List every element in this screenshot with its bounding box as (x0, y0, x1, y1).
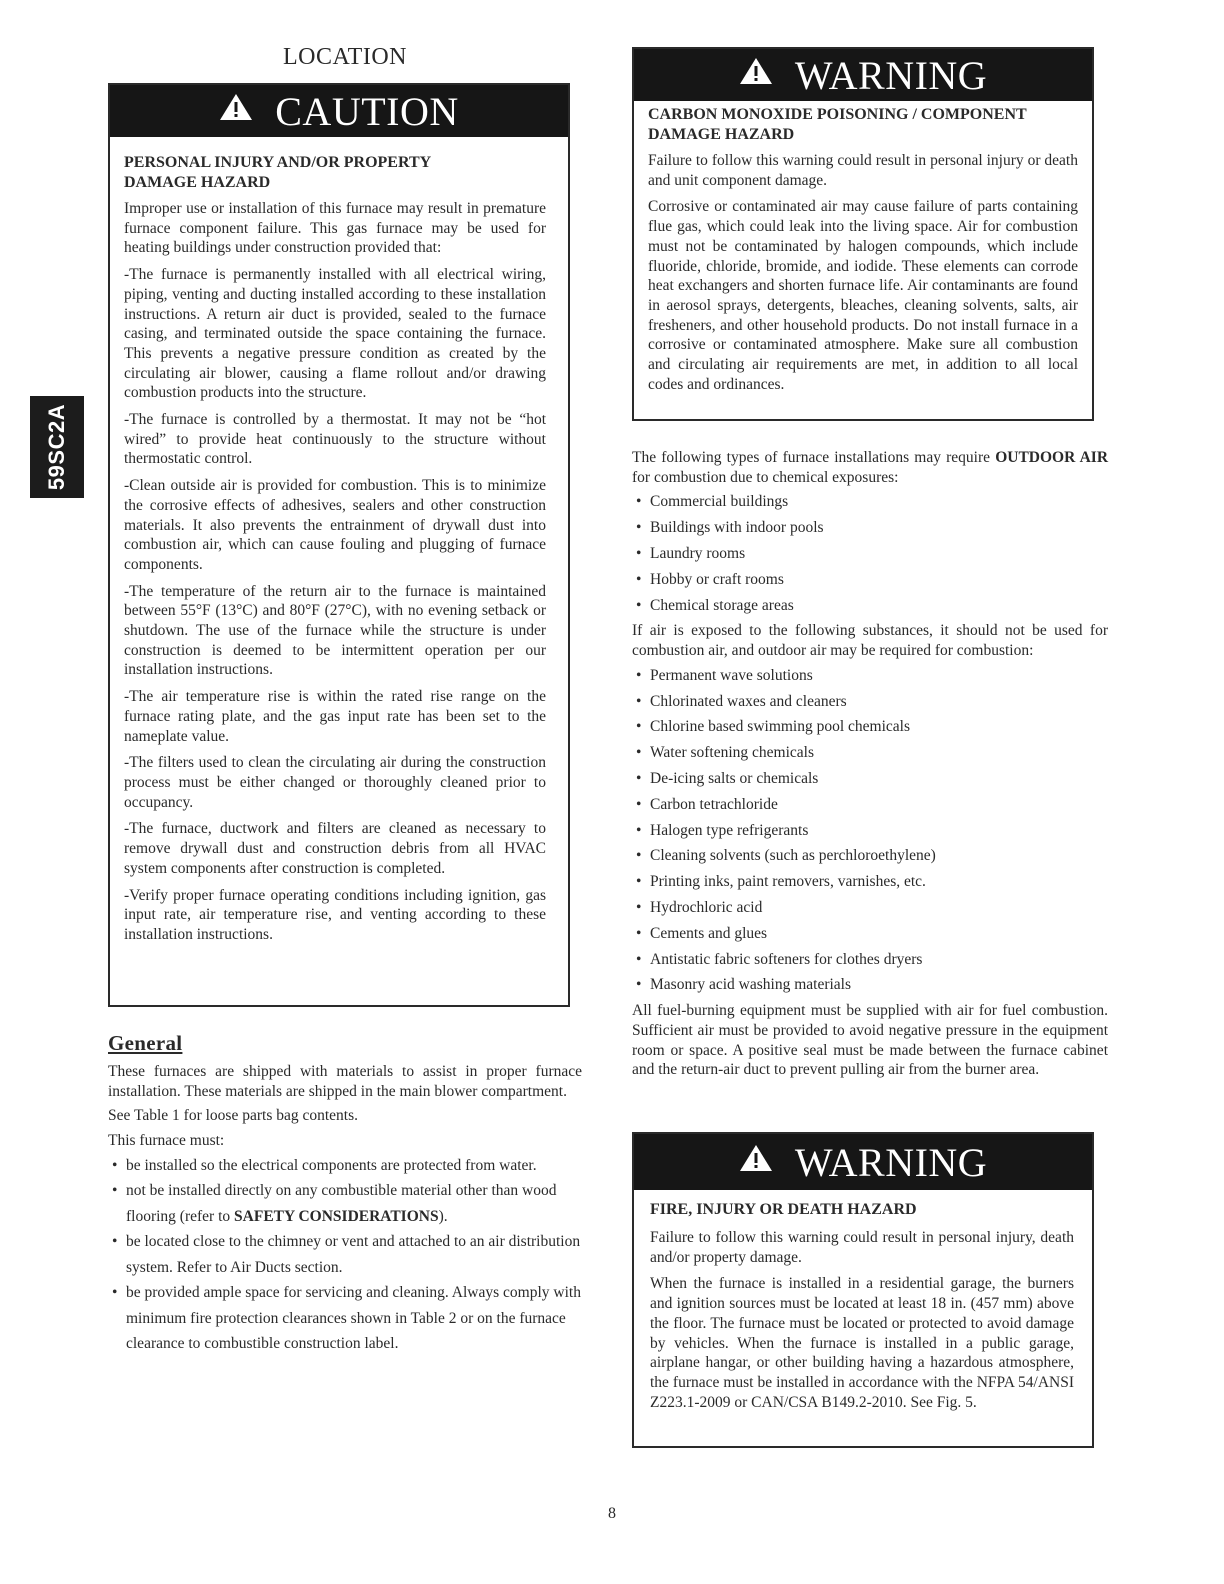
caution-hazard-title: PERSONAL INJURY AND/OR PROPERTY DAMAGE HAZARD (124, 154, 431, 191)
caution-paragraph: -The furnace is permanently installed with all electrical wiring, piping, venting and ducting installed according to these installation instructions. A return air duct is provided, sealed to the furnace casing, and terminated outside the space containing the furnace. This prevents a negative pressure condition as created by the circulating air blower, causing a flame rollout and/or drawing combustion products into the structure. (124, 266, 546, 402)
caution-paragraph: -The furnace is controlled by a thermostat. It may not be “hot wired” to provide heat continuously to the structure without thermostatic control. (124, 411, 546, 468)
general-paragraph: This furnace must: (108, 1132, 225, 1150)
installation-types-list (632, 489, 1108, 618)
caution-paragraph: -Clean outside air is provided for combustion. This is to minimize the corrosive effects of adhesives, sealers and other construction materials. It also prevents the entrainment of drywall dust into combustion air, which can cause fouling and plugging of furnace components. (124, 477, 546, 573)
list-item: • Halogen type refrigerants (632, 818, 1108, 844)
list-item: • Chlorinated waxes and cleaners (632, 689, 1108, 715)
warning-header-label: WARNING (794, 1139, 988, 1185)
list-item: • Carbon tetrachloride (632, 792, 1108, 818)
list-item: • Chemical storage areas (632, 593, 1108, 619)
side-tab (30, 396, 84, 498)
list-item (108, 1178, 582, 1229)
outdoor-air-intro (632, 448, 1108, 487)
location-title: LOCATION (283, 44, 407, 70)
general-section (108, 1062, 582, 1357)
caution-paragraph: -The furnace, ductwork and filters are cleaned as necessary to remove drywall dust and construction debris from all HVAC system components after construction is completed. (124, 820, 546, 877)
page-number: 8 (608, 1505, 616, 1522)
general-paragraph: See Table 1 for loose parts bag contents. (108, 1107, 359, 1125)
fuel-burning-paragraph: All fuel-burning equipment must be supplied with air for fuel combustion. Sufficient air must be provided to avoid negative pressure in the equipment room or space. A positive seal must be made between the furnace cabinet and the return-air duct to prevent pulling air from the burner area. (632, 1002, 1108, 1079)
list-item: • Antistatic fabric softeners for clothes dryers (632, 947, 1108, 973)
warning-paragraph: Corrosive or contaminated air may cause failure of parts containing flue gas, which could leak into the living space. Air for combustion must not be contaminated by halogen compounds, which include fluoride, chloride, bromide, and iodide. These elements can corrode heat exchangers and shorten furnace life. Air contaminants are found in aerosol sprays, detergents, bleaches, cleaning solvents, salts, air fresheners, and other household products. Do not install furnace in a corrosive or contaminated atmosphere. Make sure all combustion and circulating air requirements are met, in addition to all local codes and ordinances. (648, 198, 1078, 393)
warning-triangle-icon (219, 84, 253, 131)
caution-paragraph: Improper use or installation of this furnace may result in premature furnace component failure. This gas furnace may be used for heating buildings under construction provided that: (124, 200, 546, 257)
caution-header (110, 85, 568, 137)
caution-header-label: CAUTION (275, 88, 459, 134)
list-item: • Cleaning solvents (such as perchloroethylene) (632, 843, 1108, 869)
list-item: • Cements and glues (632, 921, 1108, 947)
list-item: • Commercial buildings (632, 489, 1108, 515)
warning-hazard-title: CARBON MONOXIDE POISONING / COMPONENT DAMAGE HAZARD (648, 106, 1027, 143)
caution-paragraph: -The filters used to clean the circulating air during the construction process must be either changed or thoroughly cleaned prior to occupancy. (124, 754, 546, 811)
warning-box-fire (632, 1132, 1094, 1448)
list-item: • Water softening chemicals (632, 740, 1108, 766)
list-item: • Buildings with indoor pools (632, 515, 1108, 541)
warning-header (634, 49, 1092, 101)
general-heading: General (108, 1031, 183, 1055)
list-item: • De-icing salts or chemicals (632, 766, 1108, 792)
list-item: • Permanent wave solutions (632, 663, 1108, 689)
warning-triangle-icon (739, 1135, 773, 1182)
list-item: • Masonry acid washing materials (632, 972, 1108, 998)
combustion-air-section (632, 448, 1108, 1087)
list-item: • be installed so the electrical components are protected from water. (108, 1153, 582, 1179)
list-item: • Hydrochloric acid (632, 895, 1108, 921)
list-item-text: not be installed directly on any combustible material other than wood flooring (refer to SAFETY CONSIDERATIONS). (126, 1182, 557, 1225)
list-item: • be provided ample space for servicing and cleaning. Always comply with minimum fire protection clearances shown in Table 2 or on the furnace clearance to combustible construction label. (108, 1280, 582, 1357)
furnace-requirements-list (108, 1153, 582, 1357)
list-item: • be located close to the chimney or vent and attached to an air distribution system. Refer to Air Ducts section. (108, 1229, 582, 1280)
warning-box-co (632, 47, 1094, 421)
safety-considerations-emphasis: SAFETY CONSIDERATIONS (234, 1207, 439, 1225)
warning-hazard-title: FIRE, INJURY OR DEATH HAZARD (650, 1201, 917, 1218)
list-item: • Hobby or craft rooms (632, 567, 1108, 593)
general-paragraph: These furnaces are shipped with materials to assist in proper furnace installation. These materials are shipped in the main blower compartment. (108, 1063, 582, 1100)
caution-paragraph: -The temperature of the return air to the furnace is maintained between 55°F (13°C) and 80°F (27°C), with no evening setback or shutdown. The use of the furnace while the structure is under construction is deemed to be intermittent operation per our installation instructions. (124, 582, 546, 679)
warning-paragraph: Failure to follow this warning could result in personal injury or death and unit component damage. (648, 152, 1078, 189)
list-item: • Printing inks, paint removers, varnishes, etc. (632, 869, 1108, 895)
caution-paragraph: -Verify proper furnace operating conditions including ignition, gas input rate, air temperature rise, and venting according to these installation instructions. (124, 886, 546, 943)
warning-triangle-icon (739, 48, 773, 95)
warning-header-label: WARNING (794, 52, 988, 98)
warning-header (634, 1134, 1092, 1190)
side-tab-label: 59SC2A (44, 403, 69, 491)
caution-paragraph: -The air temperature rise is within the rated rise range on the furnace rating plate, and the gas input rate has been set to the nameplate value. (124, 688, 546, 745)
list-item: • Laundry rooms (632, 541, 1108, 567)
caution-box (108, 83, 570, 1007)
warning-paragraph: Failure to follow this warning could result in personal injury, death and/or property damage. (650, 1229, 1074, 1266)
list-item: • Chlorine based swimming pool chemicals (632, 714, 1108, 740)
intro-text: The following types of furnace installations may require (632, 449, 991, 466)
substances-list (632, 663, 1108, 998)
substances-intro: If air is exposed to the following substances, it should not be used for combustion air, and outdoor air may be required for combustion: (632, 622, 1108, 660)
outdoor-air-emphasis: OUTDOOR AIR (995, 449, 1109, 466)
warning-paragraph: When the furnace is installed in a residential garage, the burners and ignition sources must be located at least 18 in. (457 mm) above the floor. The furnace must be located or protected to avoid damage by vehicles. When the furnace is installed in a public garage, airplane hangar, or other building having a hazardous atmosphere, the furnace must be installed in accordance with the NFPA 54/ANSI Z223.1-2009 or CAN/CSA B149.2-2010. See Fig. 5. (650, 1275, 1074, 1411)
intro-text: for combustion due to chemical exposures: (632, 468, 899, 486)
